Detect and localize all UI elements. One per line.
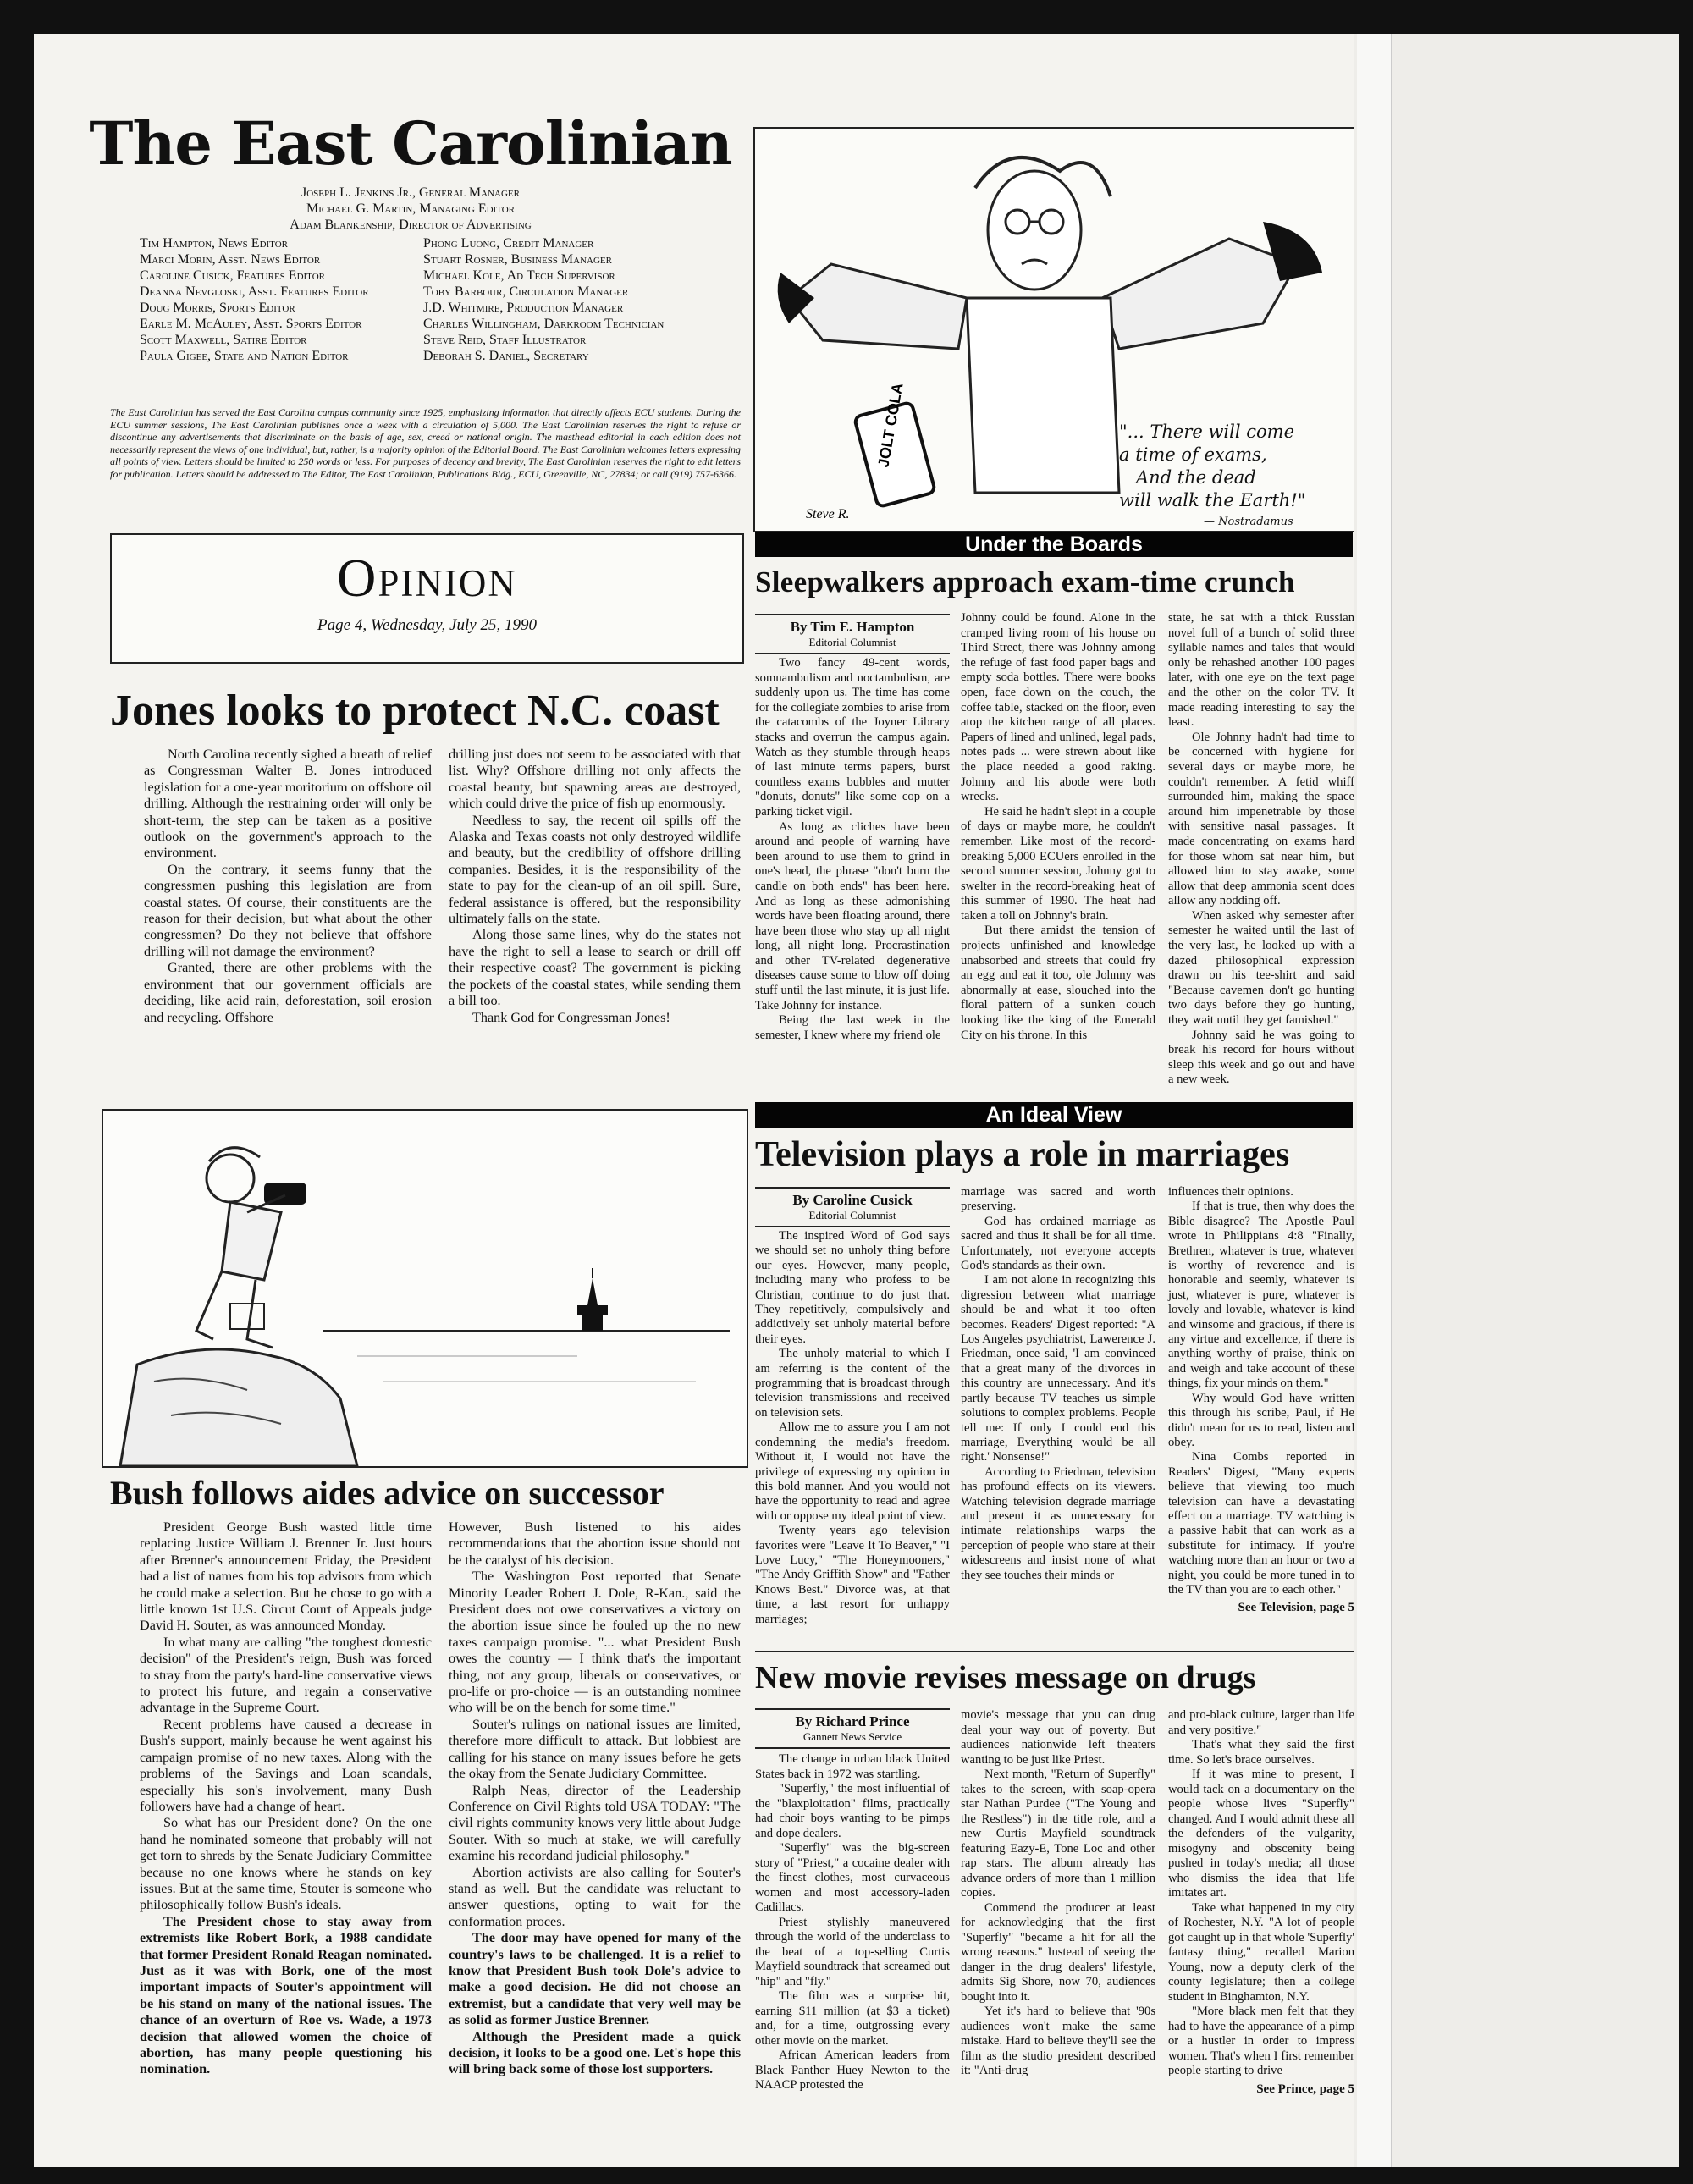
jump-line: See Television, page 5	[1238, 1601, 1354, 1615]
top-staff-list	[102, 185, 720, 233]
paragraph: Recent problems have caused a decrease in Bush's support, mainly because he went against his campaign promise of no new taxes. Along with the problems of the Savings and Loan scandals, especially his son's involvement, many Bush followers have had a change of heart.	[140, 1716, 432, 1814]
byline-box	[755, 614, 950, 654]
paragraph: influences their opinions.	[1168, 1185, 1293, 1199]
paragraph: But there amidst the tension of projects unfinished and knowledge unabsorbed and streets that could fry an egg and eat it too, ole Johnny was abnormally at ease, slouched into the floral pattern of a sunken couch looking like the king of the Emerald City on his throne. In this	[961, 924, 1155, 1042]
staff-line: Earle M. McAuley, Asst. Sports Editor	[140, 317, 362, 331]
paragraph: "Superfly" was the big-screen story of "Priest," a cocaine dealer with the finest clothes, most curvaceous women and most accessory-laden Cadillacs.	[755, 1841, 950, 1914]
jump-line: See Prince, page 5	[1256, 2082, 1354, 2096]
boy-with-binoculars-drawing	[103, 1111, 747, 1466]
paragraph: Yet it's hard to believe that '90s audiences won't make the same mistake. Hard to believe they'll see the film as the studio president described it: "Anti-drug	[961, 2005, 1155, 2077]
paragraph: Johnny said he was going to break his record for hours without sleep this week and go out and have a new week.	[1168, 1028, 1354, 1087]
paragraph: Nina Combs reported in Readers' Digest, "Many experts believe that viewing too much television can have a devastating effect on a marriage. TV watching is a passive habit that can work as a substitute for intimacy. If you're watching more than an hour or two a night, you could be more tuned in to the TV than you are to each other."	[1168, 1450, 1354, 1597]
paragraph: God has ordained marriage as sacred and thus it shall be for all time. Unfortunately, not everyone accepts God's standards as their own.	[961, 1214, 1155, 1273]
byline-role: Editorial Columnist	[808, 1209, 896, 1222]
staff-line: Phong Luong, Credit Manager	[423, 236, 594, 251]
paragraph: Granted, there are other problems with the environment that our government officials are deciding, like acid rain, deforestation, soil erosion and recycling. Offshore	[144, 960, 432, 1025]
paragraph: Priest stylishly maneuvered through the world of the underclass to the beat of a top-selling Curtis Mayfield soundtrack that screamed out "hip" and "fly."	[755, 1915, 950, 1988]
paragraph: That's what they said the first time. So let's brace ourselves.	[1168, 1738, 1354, 1767]
television-headline: Television plays a role in marriages	[755, 1135, 1290, 1174]
column-kicker: An Ideal View	[755, 1102, 1353, 1128]
cartoon-caption	[1119, 422, 1305, 528]
paragraph: marriage was sacred and worth preserving.	[961, 1185, 1155, 1214]
sleepwalkers-column-2	[961, 611, 1155, 1043]
paragraph: Why would God have written this through his scribe, Paul, if He didn't mean for us to read, listen and obey.	[1168, 1391, 1354, 1449]
staff-line: Adam Blankenship, Director of Advertising	[290, 218, 532, 232]
newspaper-nameplate: The East Carolinian	[89, 108, 732, 179]
staff-line: Michael G. Martin, Managing Editor	[306, 201, 515, 216]
paragraph: The door may have opened for many of the country's laws to be challenged. It is a relief to know that President Bush took Dole's advice to make a good decision. He did not choose an extremist, but a candidate that very well may be as solid as former Justice Brenner.	[449, 1930, 741, 2028]
sleepwalkers-headline: Sleepwalkers approach exam-time crunch	[755, 565, 1295, 598]
paragraph: Needless to say, the recent oil spills off the Alaska and Texas coasts not only destroyed wildlife and beauty, but the credibility of offshore drilling companies. Besides, it is the responsibility of the state to pay for the clean-up of an oil spill. Sure, federal assistance is offered, but the responsibility ultimately falls on the state.	[449, 812, 741, 927]
byline-role: Gannett News Service	[802, 1730, 902, 1743]
movie-column-3	[1168, 1708, 1354, 2097]
cartoonist-signature: Steve R.	[806, 507, 850, 521]
oil-rig-illustration	[102, 1109, 748, 1468]
divider	[755, 1651, 1354, 1652]
paragraph: In what many are calling "the toughest domestic decision" of the President's reign, Bush was forced to stray from the party's hard-line conservative views to protect his future, and regain a conservative advantage in the Supreme Court.	[140, 1634, 432, 1716]
paragraph: Souter's rulings on national issues are limited, therefore more difficult to attack. But lobbiest are calling for his stance on many issues before he gets the okay from the Senate Judiciary Committee.	[449, 1716, 741, 1782]
jones-headline: Jones looks to protect N.C. coast	[110, 687, 720, 735]
byline-box	[755, 1187, 950, 1227]
paragraph: On the contrary, it seems funny that the congressmen pushing this legislation are from coastal states. Of course, their constituents are the reason for their decision, but what about the other congressmen? Do they not believe that offshore drilling will not damage the environment?	[144, 861, 432, 959]
paragraph: According to Friedman, television has profound effects on its viewers. Watching television degrade marriage and present it as unnecessary for intimate relationships warps the perception of people who stare at their widescreens and insist none of what they see touches their minds or	[961, 1464, 1155, 1582]
staff-line: Michael Kole, Ad Tech Supervisor	[423, 268, 615, 283]
paragraph: The inspired Word of God says we should set no unholy thing before our eyes. However, many people, including many who profess to be Christian, continue to do just that. They repetitively, compulsively and addictively set unholy material before their eyes.	[755, 1229, 950, 1346]
television-column-1	[755, 1229, 950, 1627]
paragraph: If that is true, then why does the Bible disagree? The Apostle Paul wrote in Philippians 4:8 "Finally, Brethren, whatever is true, whatever is worthy of reverence and is honorable and seemly, whatever is just, whatever is pure, whatever is lovely and lovable, whatever is kind and winsome and gracious, if there is any virtue and excellence, if there is anything worthy of praise, think on and weigh and take account of these things, fix your minds on them."	[1168, 1200, 1354, 1391]
television-column-3	[1168, 1185, 1354, 1616]
paragraph: President George Bush wasted little time replacing Justice William J. Brenner Jr. Just hours after Brenner's announcement Friday, the President had a list of names from his top advisors from which he could make a selection. But he chose to go with a little known 1st U.S. Circut Court of Appeals judge David H. Souter, as was announced Monday.	[140, 1519, 432, 1634]
staff-line: Joseph L. Jenkins Jr., General Manager	[301, 185, 520, 200]
paragraph: Being the last week in the semester, I knew where my friend ole	[755, 1013, 950, 1042]
byline: By Tim E. Hampton	[790, 619, 915, 635]
paragraph: "Superfly," the most influential of the "blaxploitation" films, practically had choir boys wanting to be pimps and dope dealers.	[755, 1782, 950, 1840]
staff-line: Tim Hampton, News Editor	[140, 236, 288, 251]
section-header-box	[110, 533, 744, 664]
byline: By Caroline Cusick	[792, 1192, 913, 1208]
paragraph: Two fancy 49-cent words, somnambulism and noctambulism, are suddenly upon us. The time has come for the collegiate zombies to arise from the catacombs of the Joyner Library stacks and overrun the campus again. Watch as they stumble through heaps of last minute terms papers, burst countless exams bubbles and mutter "donuts, donuts" like some cop on a parking ticket vigil.	[755, 656, 950, 819]
staff-line: Doug Morris, Sports Editor	[140, 301, 295, 315]
staff-line: Toby Barbour, Circulation Manager	[423, 284, 629, 299]
paragraph: As long as cliches have been around and people of warning have been around to use them to grind in one's head, the phrase "don't burn the candle on both ends" has been here. And as long as these admonishing words have been floating around, there have been those who stay up all night long, all night long. Procrastination and other TV-related degenerative diseases cause some to blow off doing stuff until the last minute, it is just life. Take Johnny for instance.	[755, 819, 950, 1012]
paragraph: If it was mine to present, I would tack on a documentary on the people whose lives "Superfly" changed. And I would admit these all the defenders of the vulgarity, misogyny and obscenity being pushed in today's media; all those who dismiss the idea that life imitates art.	[1168, 1768, 1354, 1900]
caption-line: will walk the Earth!"	[1119, 490, 1306, 510]
staff-list-right	[423, 235, 753, 364]
television-column-2	[961, 1185, 1155, 1583]
paragraph: I am not alone in recognizing this digression between what marriage should be and what it too often becomes. Readers' Digest reported: "A Los Angeles psychiatrist, Lawerence J. Friedman, once said, 'I am convinced that a great many of the divorces in this country are unnecessary. And it's partly because TV teaches us simple solutions to complex problems. People tell me: If only I could end this marriage, Everything would be all right.' Nonsense!"	[961, 1273, 1155, 1464]
paragraph: Along those same lines, why do the states not have the right to sell a lease to search or drill off their respective coast? The government is picking the pockets of the coastal states, while sending them a bill too.	[449, 927, 741, 1009]
paragraph: North Carolina recently sighed a breath of relief as Congressman Walter B. Jones introduced legislation for a one-year moritorium on offshore oil drilling. Although the restraining order will only be short-term, the step can be taken as a positive outlook on the government's approach to the environment.	[144, 747, 432, 861]
paragraph: state, he sat with a thick Russian novel full of a bunch of solid three syllable names and tales that would only be rehashed another 100 pages later, with one eye on the text page and the other on the color TV. It made reading interesting to say the least.	[1168, 611, 1354, 730]
caption-line: "... There will come	[1119, 422, 1295, 442]
zombie-student-drawing	[755, 129, 1354, 531]
bush-column-1	[140, 1519, 432, 2078]
paragraph: Take what happened in my city of Rochester, N.Y. "A lot of people got caught up in that whole 'Superfly' fantasy thing," recalled Marion Young, now a deputy clerk of the county legislature; then a college student in Binghamton, N.Y.	[1168, 1900, 1354, 2004]
bush-headline: Bush follows aides advice on successor	[110, 1474, 665, 1512]
paragraph: However, Bush listened to his aides recommendations that the abortion issue should not be the catalyst of his decision.	[449, 1519, 741, 1568]
paragraph: He said he hadn't slept in a couple of days or maybe more, he couldn't remember. Like most of the record-breaking 5,000 ECUers enrolled in the second summer session, Johnny got to swelter in the record-breaking heat of this summer of 1990. The heat had taken a toll on Johnny's brain.	[961, 804, 1155, 923]
staff-line: Caroline Cusick, Features Editor	[140, 268, 325, 283]
paragraph: "More black men felt that they had to have the appearance of a pimp or a hustler in order to impress women. That's when I first remember people starting to drive	[1168, 2005, 1354, 2077]
paragraph: The Washington Post reported that Senate Minority Leader Robert J. Dole, R-Kan., said the President does not owe conservatives a victory on the abortion issue since he fouled up the no new taxes campaign promise. "... what President Bush owes the country — I think that's the important thing, not any group, liberals or conservatives, or pro-life or pro-choice — is an outstanding nominee who will be on the bench for some time."	[449, 1569, 741, 1716]
byline-box	[755, 1708, 950, 1749]
staff-line: Scott Maxwell, Satire Editor	[140, 333, 307, 347]
editorial-cartoon	[753, 127, 1354, 532]
caption-line: And the dead	[1136, 467, 1256, 488]
jones-column-2	[449, 747, 741, 1026]
sleepwalkers-column-1	[755, 656, 950, 1043]
column-kicker: Under the Boards	[755, 532, 1353, 557]
paragraph: African American leaders from Black Panther Huey Newton to the NAACP protested the	[755, 2049, 950, 2092]
paragraph: and pro-black culture, larger than life and very positive."	[1168, 1708, 1354, 1737]
sleepwalkers-column-3	[1168, 611, 1354, 1088]
oil-rig-icon	[577, 1268, 608, 1331]
paragraph: Johnny could be found. Alone in the cramped living room of his house on Third Street, there was Johnny among the refuge of fast food paper bags and empty soda bottles. There were books open, face down on the couch, the coffee table, stacked on the floor, even atop the kitchen range of all places. Papers of lined and unlined, legal pads, notes pads ... were strewn about like the place needed a good raking. Johnny and his abode were both wrecks.	[961, 611, 1155, 804]
section-dateline: Page 4, Wednesday, July 25, 1990	[317, 616, 537, 634]
staff-line: Charles Willingham, Darkroom Technician	[423, 317, 665, 331]
paragraph: The President chose to stay away from extremists like Robert Bork, a 1988 candidate that former President Ronald Reagan nominated. Just as it was with Bork, one of the most important impacts of Souter's appointment will be his stand on many of the national issues. The chance of an overturn of Roe vs. Wade, a 1973 decision that allowed women the choice of abortion, has many people questioning his nomination.	[140, 1913, 432, 2077]
masthead-policy-text: The East Carolinian has served the East Carolina campus community since 1925, emphasizing information that directly affects ECU students. During the ECU summer sessions, The East Carolinian publishes once a week with a circulation of 5,000. The East Carolinian reserves the right to refuse or discontinue any advertisements that discriminate on the basis of age, sex, creed or national origin. The masthead editorial in each edition does not necessarily represent the views of one individual, but, rather, is a majority opinion of the Editorial Board. The East Carolinian welcomes letters expressing all points of view. Letters should be limited to 250 words or less. For purposes of decency and brevity, The East Carolinian reserves the right to edit letters for publication. Letters should be addressed to The Editor, The East Carolinian, Publications Bldg., ECU, Greenville, NC, 27834; or call (919) 757-6366.	[110, 406, 741, 480]
section-title: Opinion	[337, 548, 517, 608]
bush-column-2	[449, 1519, 741, 2078]
paragraph: When asked why semester after semester he waited until the last of the very last, he looked up with a dazed philosophical expression drawn on his tee-shirt and said "Because cavemen don't go hunting two days before they go hunting, they wait until they get famished."	[1168, 908, 1354, 1028]
staff-list-left	[140, 235, 419, 364]
paragraph: The unholy material to which I am referring is the content of the programming that is broadcast through television transmissions and received on television sets.	[755, 1347, 950, 1420]
paragraph: So what has our President done? On the one hand he nominated someone that probably will not get torn to shreds by the Senate Judiciary Committee because no one knows where he stands on key issues. But at the same time, Stouter is someone who philosophically follow Bush's ideals.	[140, 1815, 432, 1913]
paragraph: Although the President made a quick decision, it looks to be a good one. Let's hope this will bring back some of those lost supporters.	[449, 2028, 741, 2077]
byline-role: Editorial Columnist	[808, 636, 896, 648]
staff-line: Deanna Nevgloski, Asst. Features Editor	[140, 284, 369, 299]
staff-line: Steve Reid, Staff Illustrator	[423, 333, 587, 347]
adjacent-page-edge	[1329, 34, 1679, 2167]
paragraph: Allow me to assure you I am not condemning the media's freedom. Without it, I would not have the privilege of expressing my opinion in this bold manner. And you would not have the opportunity to read and agree with or oppose my ideal point of view.	[755, 1420, 950, 1523]
paragraph: Thank God for Congressman Jones!	[472, 1009, 670, 1025]
paragraph: The change in urban black United States back in 1972 was startling.	[755, 1752, 950, 1781]
paragraph: movie's message that you can drug deal your way out of poverty. But audiences nationwide left theaters wanting to be just like Priest.	[961, 1708, 1155, 1767]
jolt-cola-can-icon	[854, 382, 935, 507]
can-label-text: JOLT COLA	[874, 381, 907, 469]
staff-line: Paula Gigee, State and Nation Editor	[140, 349, 349, 363]
paragraph: Ole Johnny hadn't had time to be concerned with hygiene for several days or maybe more, he couldn't remember. A fetid whiff surrounded him, making the space around him impenetrable by those with sensitive nasal passages. It made concentrating on exams hard for those whom sat near him, but allowed him to stay awake, some allow that deep ammonia scent does allow any nodding off.	[1168, 730, 1354, 908]
movie-column-1	[755, 1752, 950, 2093]
newspaper-page	[34, 34, 1354, 2167]
paragraph: Twenty years ago television favorites were "Leave It To Beaver," "I Love Lucy," "The Honeymooners," "The Andy Griffith Show" and "Father Knows Best." Divorce was, at that time, a last resort for unhappy marriages;	[755, 1524, 950, 1626]
jones-column-1	[144, 747, 432, 1026]
paragraph: The film was a surprise hit, earning $11 million (at $3 a ticket) and, for a time, outgrossing every other movie on the market.	[755, 1989, 950, 2048]
paragraph: Ralph Neas, director of the Leadership Conference on Civil Rights told USA TODAY: "The civil rights community knows very little about Judge Souter. With so much at stake, we will carefully examine his recordand judicial philosophy."	[449, 1782, 741, 1864]
staff-line: J.D. Whitmire, Production Manager	[423, 301, 624, 315]
movie-column-2	[961, 1708, 1155, 2079]
paragraph: Next month, "Return of Superfly" takes to the screen, with soap-opera star Nathan Purdee ("The Young and the Restless") in the title role, and a new Curtis Mayfield soundtrack featuring Eazy-E, Tone Loc and other rap stars. The album already has advance orders of more than 1 million copies.	[961, 1768, 1155, 1900]
staff-line: Marci Morin, Asst. News Editor	[140, 252, 321, 267]
staff-line: Stuart Rosner, Business Manager	[423, 252, 612, 267]
movie-headline: New movie revises message on drugs	[755, 1660, 1256, 1696]
paragraph: drilling just does not seem to be associated with that list. Why? Offshore drilling not only affects the coastal beauty, but spawning areas are destroyed, which could drive the price of fish up enormously.	[449, 747, 741, 812]
caption-line: — Nostradamus	[1204, 516, 1293, 528]
caption-line: a time of exams,	[1119, 444, 1267, 465]
paragraph: Commend the producer at least for acknowledging that the first "Superfly" "became a hit for all the wrong reasons." Instead of seeing the danger in the drug dealers' lifestyle, admits Sig Shore, now 70, audiences bought into it.	[961, 1900, 1155, 2004]
paragraph: Abortion activists are also calling for Souter's stand as well. But the candidate was reluctant to answer questions, opting to wait for the conformation proces.	[449, 1864, 741, 1929]
byline: By Richard Prince	[795, 1713, 910, 1729]
staff-line: Deborah S. Daniel, Secretary	[423, 349, 589, 363]
